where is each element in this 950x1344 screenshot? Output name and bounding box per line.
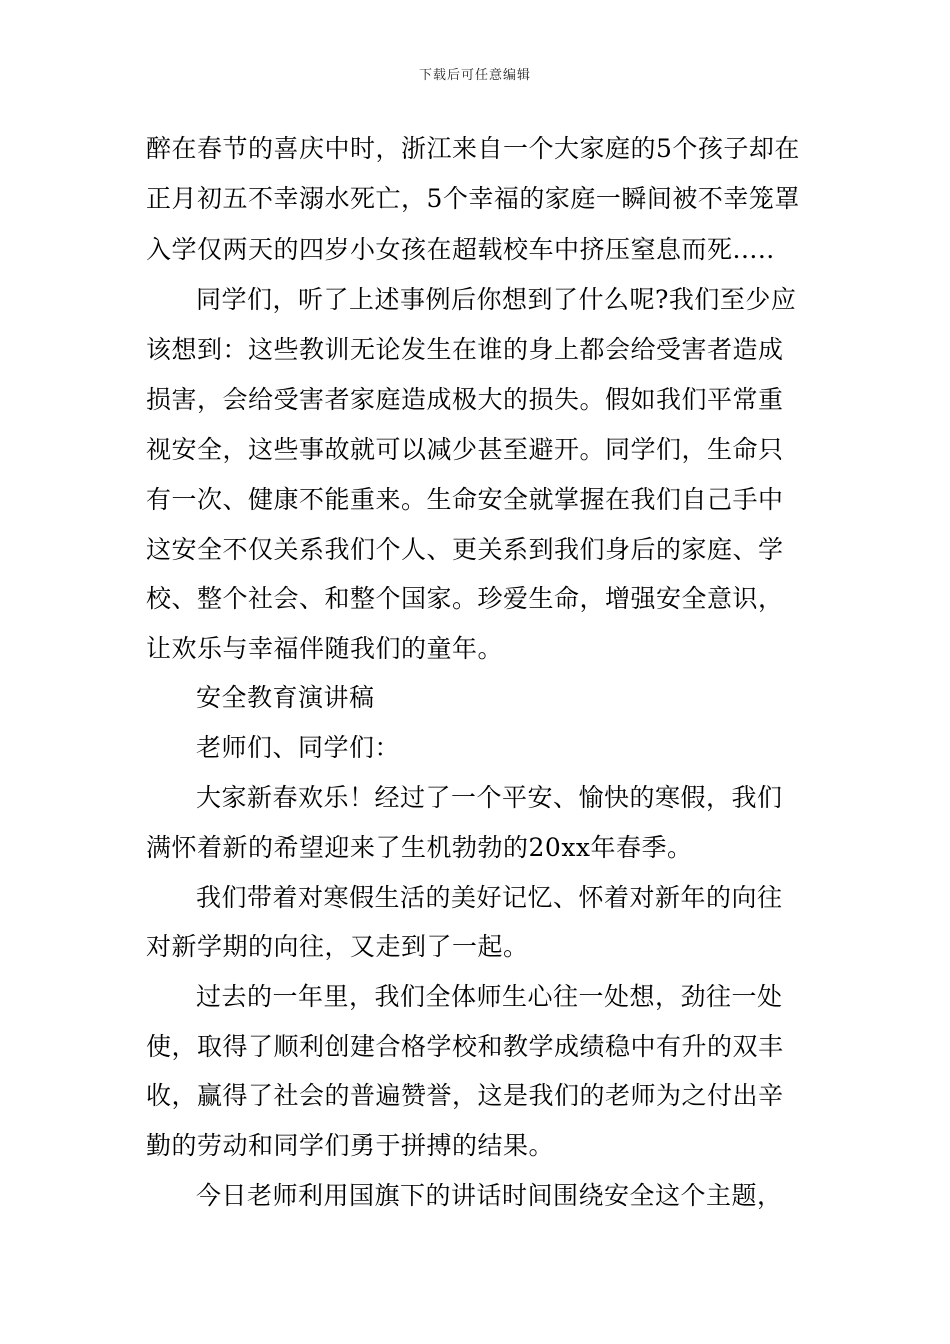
text-line: 让欢乐与幸福伴随我们的童年。 [146, 634, 504, 663]
paragraph-start-line: 过去的一年里，我们全体师生心往一处想，劲往一处 [196, 982, 783, 1011]
paragraph-start-line: 今日老师利用国旗下的讲话时间围绕安全这个主题， [196, 1181, 783, 1210]
paragraph-start-line: 我们带着对寒假生活的美好记忆、怀着对新年的向往 [196, 883, 783, 912]
text-line: 对新学期的向往，又走到了一起。 [146, 932, 529, 961]
text-line: 使，取得了顺利创建合格学校和教学成绩稳中有升的双丰 [146, 1032, 784, 1061]
text-line: 校、整个社会、和整个国家。珍爱生命，增强安全意识， [146, 584, 784, 613]
text-line: 有一次、健康不能重来。生命安全就掌握在我们自己手中 [146, 485, 784, 514]
text-line: 收，赢得了社会的普遍赞誉，这是我们的老师为之付出辛 [146, 1081, 784, 1110]
text-line: 损害，会给受害者家庭造成极大的损失。假如我们平常重 [146, 385, 784, 414]
text-line: 正月初五不幸溺水死亡，5个幸福的家庭一瞬间被不幸笼罩 [146, 184, 800, 213]
page-header: 下载后可任意编辑 [418, 68, 531, 83]
section-title: 安全教育演讲稿 [196, 683, 375, 712]
text-line: 勤的劳动和同学们勇于拼搏的结果。 [146, 1131, 555, 1160]
paragraph-start-line: 大家新春欢乐！经过了一个平安、愉快的寒假，我们 [196, 783, 783, 812]
salutation: 老师们、同学们： [196, 733, 401, 762]
text-line: 入学仅两天的四岁小女孩在超载校车中挤压窒息而死..... [146, 235, 775, 264]
text-line: 视安全，这些事故就可以减少甚至避开。同学们，生命只 [146, 435, 784, 464]
text-line: 醉在春节的喜庆中时，浙江来自一个大家庭的5个孩子却在 [146, 134, 800, 163]
text-line: 满怀着新的希望迎来了生机勃勃的20xx年春季。 [146, 833, 693, 862]
text-line: 这安全不仅关系我们个人、更关系到我们身后的家庭、学 [146, 535, 784, 564]
paragraph-start-line: 同学们，听了上述事例后你想到了什么呢?我们至少应 [196, 285, 797, 314]
text-line: 该想到：这些教训无论发生在谁的身上都会给受害者造成 [146, 335, 784, 364]
